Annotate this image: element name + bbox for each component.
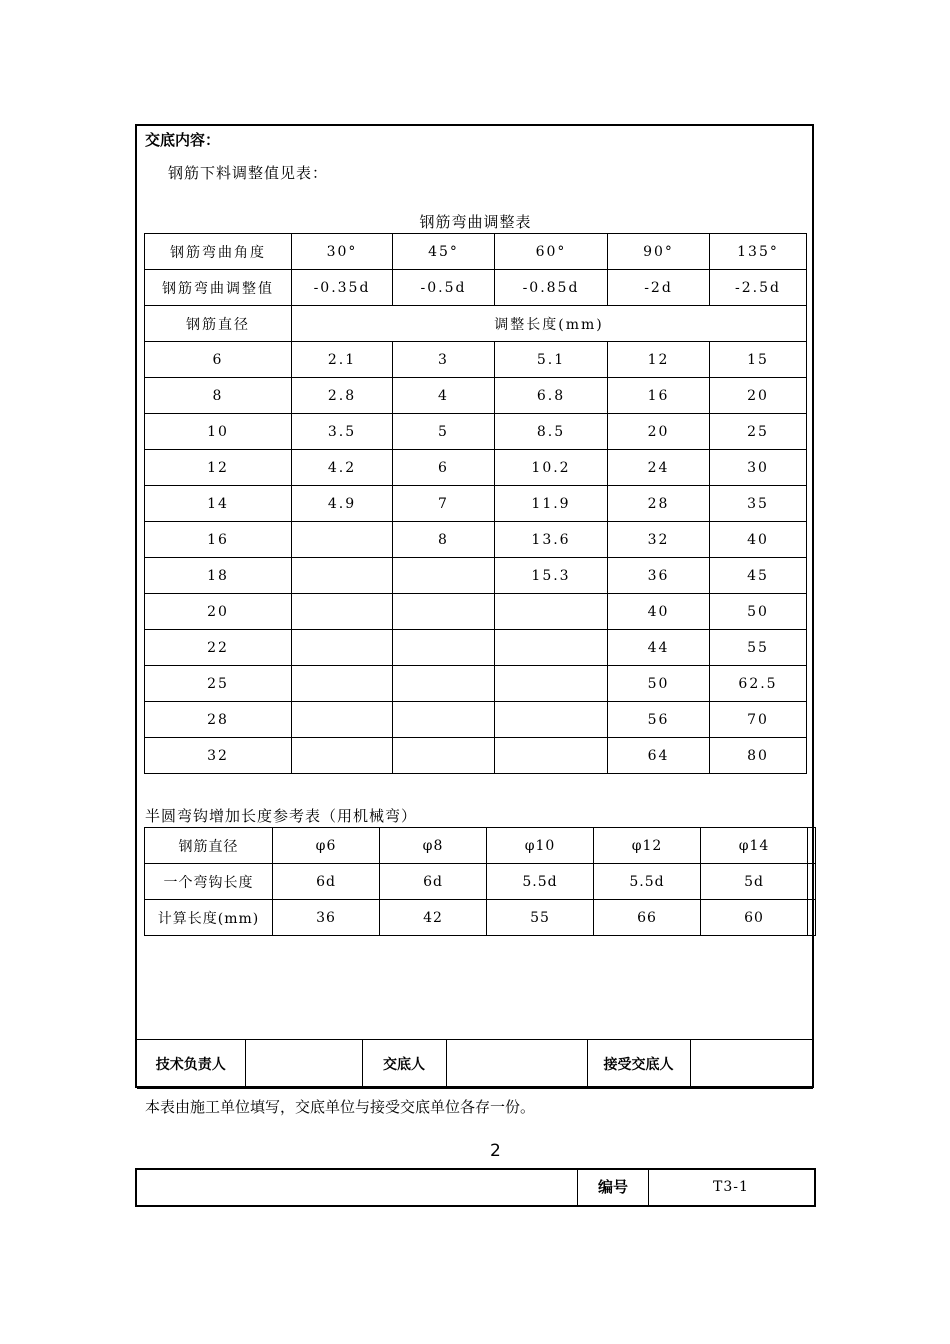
discloser-field[interactable] xyxy=(446,1040,587,1089)
hook-cell: 5.5d xyxy=(594,864,701,900)
table2-body xyxy=(145,828,816,936)
length-cell: 12 xyxy=(608,342,710,378)
tech-lead-label: 技术负责人 xyxy=(137,1040,245,1089)
table-row xyxy=(145,594,807,630)
hook-cell: 5d xyxy=(701,864,808,900)
table-row xyxy=(145,702,807,738)
bend-adjustment-table xyxy=(144,233,807,774)
length-cell: 10.2 xyxy=(495,450,608,486)
length-label: 调整长度(mm) xyxy=(292,306,807,342)
length-cell: 70 xyxy=(710,702,807,738)
diameter-cell: 10 xyxy=(145,414,292,450)
adjust-cell: -2d xyxy=(608,270,710,306)
table-row xyxy=(145,522,807,558)
length-cell: 35 xyxy=(710,486,807,522)
length-cell: 15 xyxy=(710,342,807,378)
length-cell xyxy=(393,702,495,738)
hook-cell: φ8 xyxy=(380,828,487,864)
length-cell: 80 xyxy=(710,738,807,774)
hook-length-table xyxy=(144,827,816,936)
row-label: 一个弯钩长度 xyxy=(145,864,273,900)
diameter-label: 钢筋直径 xyxy=(145,306,292,342)
hook-cell: φ6 xyxy=(273,828,380,864)
angle-cell: 60° xyxy=(495,234,608,270)
length-cell: 8.5 xyxy=(495,414,608,450)
length-cell: 8 xyxy=(393,522,495,558)
table-row xyxy=(145,414,807,450)
length-cell: 6.8 xyxy=(495,378,608,414)
table-edge-cell xyxy=(808,864,816,900)
length-cell: 6 xyxy=(393,450,495,486)
length-cell xyxy=(393,666,495,702)
length-cell: 4.9 xyxy=(292,486,393,522)
length-cell xyxy=(495,630,608,666)
discloser-label: 交底人 xyxy=(362,1040,446,1089)
length-cell: 45 xyxy=(710,558,807,594)
hook-cell: φ10 xyxy=(487,828,594,864)
diameter-cell: 28 xyxy=(145,702,292,738)
angle-label: 钢筋弯曲角度 xyxy=(145,234,292,270)
diameter-cell: 14 xyxy=(145,486,292,522)
hook-cell: φ12 xyxy=(594,828,701,864)
table-row xyxy=(145,630,807,666)
tech-lead-field[interactable] xyxy=(245,1040,362,1089)
length-cell: 20 xyxy=(608,414,710,450)
diameter-cell: 8 xyxy=(145,378,292,414)
length-cell xyxy=(393,558,495,594)
table-row xyxy=(145,486,807,522)
length-cell: 30 xyxy=(710,450,807,486)
table-row xyxy=(145,900,816,936)
diameter-cell: 16 xyxy=(145,522,292,558)
receiver-field[interactable] xyxy=(690,1040,813,1089)
adjust-row xyxy=(145,270,807,306)
length-cell xyxy=(292,594,393,630)
intro-text: 钢筋下料调整值见表： xyxy=(168,164,329,182)
table-row xyxy=(145,738,807,774)
footnote: 本表由施工单位填写，交底单位与接受交底单位各存一份。 xyxy=(145,1098,536,1116)
length-cell xyxy=(393,594,495,630)
table-row xyxy=(145,342,807,378)
length-cell xyxy=(292,630,393,666)
hook-cell: 6d xyxy=(380,864,487,900)
table2-caption: 半圆弯钩增加长度参考表（用机械弯） xyxy=(145,807,418,825)
angle-cell: 45° xyxy=(393,234,495,270)
adjust-label: 钢筋弯曲调整值 xyxy=(145,270,292,306)
length-cell: 28 xyxy=(608,486,710,522)
length-cell: 11.9 xyxy=(495,486,608,522)
length-cell: 50 xyxy=(710,594,807,630)
length-cell: 13.6 xyxy=(495,522,608,558)
table1-caption: 钢筋弯曲调整表 xyxy=(419,213,532,231)
length-cell: 2.1 xyxy=(292,342,393,378)
diameter-cell: 22 xyxy=(145,630,292,666)
length-cell xyxy=(292,702,393,738)
length-cell: 15.3 xyxy=(495,558,608,594)
table-row xyxy=(145,378,807,414)
length-cell: 55 xyxy=(710,630,807,666)
diameter-cell: 12 xyxy=(145,450,292,486)
length-cell: 62.5 xyxy=(710,666,807,702)
length-cell: 64 xyxy=(608,738,710,774)
adjust-cell: -0.35d xyxy=(292,270,393,306)
length-cell: 3 xyxy=(393,342,495,378)
length-cell xyxy=(292,738,393,774)
hook-cell: φ14 xyxy=(701,828,808,864)
table-row xyxy=(145,558,807,594)
length-cell: 16 xyxy=(608,378,710,414)
hook-cell: 36 xyxy=(273,900,380,936)
length-cell xyxy=(495,738,608,774)
length-cell: 5.1 xyxy=(495,342,608,378)
diameter-cell: 6 xyxy=(145,342,292,378)
angle-cell: 90° xyxy=(608,234,710,270)
number-label: 编号 xyxy=(577,1170,649,1205)
length-cell: 24 xyxy=(608,450,710,486)
number-value: T3-1 xyxy=(713,1179,749,1195)
table1-data-body xyxy=(145,342,807,774)
hook-cell: 42 xyxy=(380,900,487,936)
length-cell xyxy=(393,738,495,774)
table-row xyxy=(145,864,816,900)
length-cell: 36 xyxy=(608,558,710,594)
subheader-row xyxy=(145,306,807,342)
length-cell: 56 xyxy=(608,702,710,738)
table-row xyxy=(145,450,807,486)
angle-cell: 135° xyxy=(710,234,807,270)
table-edge-cell xyxy=(808,900,816,936)
length-cell xyxy=(393,630,495,666)
length-cell xyxy=(292,666,393,702)
table-row xyxy=(145,828,816,864)
length-cell: 4 xyxy=(393,378,495,414)
row-label: 钢筋直径 xyxy=(145,828,273,864)
length-cell: 40 xyxy=(608,594,710,630)
hook-cell: 6d xyxy=(273,864,380,900)
angle-cell: 30° xyxy=(292,234,393,270)
length-cell: 3.5 xyxy=(292,414,393,450)
length-cell xyxy=(292,558,393,594)
adjust-cell: -2.5d xyxy=(710,270,807,306)
diameter-cell: 20 xyxy=(145,594,292,630)
length-cell: 20 xyxy=(710,378,807,414)
length-cell xyxy=(495,666,608,702)
length-cell: 50 xyxy=(608,666,710,702)
length-cell: 32 xyxy=(608,522,710,558)
diameter-cell: 25 xyxy=(145,666,292,702)
length-cell: 2.8 xyxy=(292,378,393,414)
adjust-cell: -0.5d xyxy=(393,270,495,306)
page-number: 2 xyxy=(490,1141,501,1161)
length-cell xyxy=(495,702,608,738)
angle-row xyxy=(145,234,807,270)
section-heading: 交底内容： xyxy=(145,131,221,149)
hook-cell: 5.5d xyxy=(487,864,594,900)
length-cell: 40 xyxy=(710,522,807,558)
signature-table xyxy=(137,1039,813,1089)
hook-cell: 55 xyxy=(487,900,594,936)
hook-cell: 66 xyxy=(594,900,701,936)
adjust-cell: -0.85d xyxy=(495,270,608,306)
diameter-cell: 18 xyxy=(145,558,292,594)
next-page-header xyxy=(135,1168,816,1207)
receiver-label: 接受交底人 xyxy=(587,1040,690,1089)
length-cell: 5 xyxy=(393,414,495,450)
diameter-cell: 32 xyxy=(145,738,292,774)
length-cell xyxy=(495,594,608,630)
length-cell: 44 xyxy=(608,630,710,666)
table-edge-cell xyxy=(808,828,816,864)
length-cell xyxy=(292,522,393,558)
length-cell: 4.2 xyxy=(292,450,393,486)
row-label: 计算长度(mm) xyxy=(145,900,273,936)
length-cell: 7 xyxy=(393,486,495,522)
hook-cell: 60 xyxy=(701,900,808,936)
table-row xyxy=(145,666,807,702)
length-cell: 25 xyxy=(710,414,807,450)
